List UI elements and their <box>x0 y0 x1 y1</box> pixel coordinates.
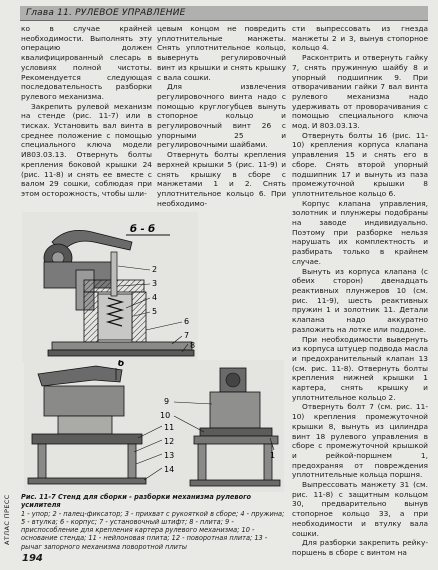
caption-title: Рис. 11-7 Стенд для сборки - разборки механизма рулевого усилителя <box>21 493 252 510</box>
callout-2: 2 <box>152 265 158 274</box>
stand-section-drawing <box>22 212 198 362</box>
text-column-2 <box>157 24 286 208</box>
page-number: 194 <box>22 553 43 564</box>
text-column-3 <box>292 24 428 558</box>
paragraph: сти выпрессовать из гнезда манжеты 2 и 3, вынув стопорное кольцо 4. <box>292 24 428 53</box>
callout-10: 10 <box>160 411 171 420</box>
callout-3: 3 <box>152 279 158 288</box>
paragraph: цевым концом не повредить уплотнительные манжеты. Снять уплотнительное кольцо, вывернуть регулировочный винт из крышки и снять крышку с вала сошки. <box>157 24 286 82</box>
figure-caption <box>21 493 289 551</box>
paragraph: Отвернуть болт 7 (см. рис. 11-10) крепления промежуточной крышки 8, вынуть из цилиндра винт 18 рулевого управления в сборе с промежуточной крышкой и рейкой-поршнем 1, предохраняя от повреждения уплотнительные кольца поршня. <box>292 402 428 480</box>
callout-8: 8 <box>190 341 196 350</box>
paragraph: ко в случае крайней необходимости. Выполнять эту операцию должен квалифицированный слесарь в условиях полной чистоты. Рекомендуется следующая последовательность разборки рулевого механизма. <box>21 24 152 101</box>
paragraph: Для разборки закрепить рейку-поршень в сборе с винтом на <box>292 538 428 557</box>
paragraph: Вынуть из корпуса клапана (с обеих сторон) двенадцать реактивных плунжеров 10 (см. рис. 11-9), шесть реактивных пружин 1 и золотник 11. Детали клапана надо аккуратно разложить на лотке или поддоне. <box>292 266 428 334</box>
callout-14: 14 <box>164 465 175 474</box>
publisher-side-text: АТЛАС ПРЕСС <box>3 494 11 545</box>
section-label: б - б <box>130 224 156 235</box>
paragraph: Корпус клапана управления, золотник и плунжеры подобраны на заводе индивидуально. Поэтому при разборке нельзя нарушать их комплектность и разбирать только в крайнем случае. <box>292 198 428 266</box>
running-header <box>20 6 428 21</box>
callout-13: 13 <box>164 451 175 460</box>
callout-12: 12 <box>164 437 175 446</box>
callout-4: 4 <box>152 293 158 302</box>
callout-9: 9 <box>164 397 170 406</box>
callout-5: 5 <box>152 307 158 316</box>
section-mark: б <box>118 360 125 369</box>
stand-overview-drawing <box>24 360 284 492</box>
callout-11: 11 <box>164 423 175 432</box>
paragraph: Отвернуть болты 16 (рис. 11-10) крепления корпуса клапана управления 15 и снять его в сборе. Снять второй упорный подшипник 17 и вынуть из паза промежуточной крышки 8 уплотнительное кольцо 6. <box>292 130 428 198</box>
chapter-title: Глава 11. РУЛЕВОЕ УПРАВЛЕНИЕ <box>26 8 186 18</box>
paragraph: Отвернуть болты крепления верхней крышки 5 (рис. 11-9) и снять крышку в сборе с манжетами 1 и 2. Снять уплотнительное кольцо 6. При необходимо- <box>157 150 286 208</box>
paragraph: Выпрессовать манжету 31 (см. рис. 11-8) с защитным кольцом 30, предварительно вынув стопорное кольцо 33, а при необходимости и втулку вала сошки. <box>292 480 428 538</box>
caption-body: 1 - упор; 2 - палец-фиксатор; 3 - прихват с рукояткой в сборе; 4 - пружина; 5 - втулка; 6 - корпус; 7 - установочный штифт; 8 - плита; 9 - приспособление для крепления картера рулевого механизма; 10 - основание стенда; 11 - нейлоновая плита; 12 - поворотная плита; 13 - рычаг запорного механизма поворотной плиты <box>21 509 285 551</box>
paragraph: Для извлечения регулировочного винта надо с помощью круглогубцев вынуть стопорное кольцо и регулировочный винт 26 с упорными 25 и регулировочными шайбами. <box>157 82 286 150</box>
paragraph: Закрепить рулевой механизм на стенде (рис. 11-7) или в тисках. Установить вал винта в среднее положение с помощью специального ключа модели И803.03.13. Отвернуть болты крепления боковой крышки 24 (рис. 11-8) и снять ее вместе с валом 29 сошки, соблюдая при этом осторожность, чтобы шли- <box>21 101 152 198</box>
callout-6: 6 <box>184 317 190 326</box>
callout-7: 7 <box>184 331 190 340</box>
callout-1: 1 <box>270 451 276 460</box>
paragraph: Расконтрить и отвернуть гайку 7, снять пружинную шайбу 8 и упорный подшипник 9. При отворачивании гайки 7 вал винта рулевого механизма надо удерживать от проворачивания с помощью специального ключа мод. И 803.03.13. <box>292 53 428 131</box>
paragraph: При необходимости вывернуть из корпуса штуцер подвода масла и предохранительный клапан 13 (см. рис. 11-8). Отвернуть болты крепления нижней крышки 1 картера, снять крышку и уплотнительное кольцо 2. <box>292 334 428 402</box>
text-column-1 <box>21 24 152 199</box>
